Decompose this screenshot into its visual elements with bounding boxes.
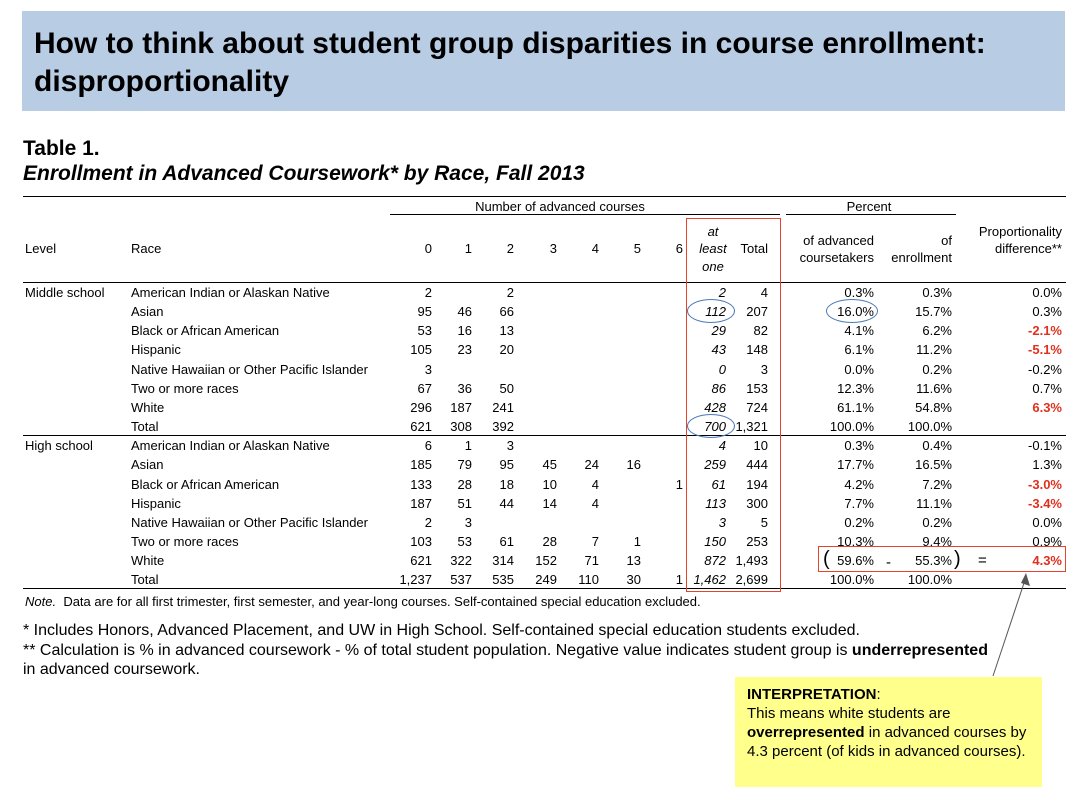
cell-atleast: 428 [704, 399, 726, 415]
cell-enr: 6.2% [922, 323, 952, 339]
cell-c5: 13 [626, 553, 641, 569]
cell-total: 10 [753, 438, 768, 454]
cell-prop: -5.1% [1028, 342, 1062, 358]
cell-atleast: 113 [705, 495, 726, 511]
cell-c2: 241 [492, 399, 514, 415]
cell-atleast: 112 [705, 304, 726, 320]
cell-c5: 1 [633, 533, 641, 549]
table-note [25, 594, 701, 609]
cell-c3: 152 [535, 553, 557, 569]
cell-c0: 103 [410, 533, 432, 549]
cell-adv: 10.3% [837, 533, 874, 549]
cell-enr: 0.3% [922, 285, 952, 300]
cell-c4: 4 [591, 476, 599, 492]
footnote-honors: * Includes Honors, Advanced Placement, and UW in High School. Self-contained special education students excluded. [23, 622, 860, 639]
cell-prop: 0.0% [1032, 285, 1062, 300]
cell-c4: 110 [578, 572, 599, 588]
header-col-4: 4 [591, 241, 599, 256]
cell-adv: 7.7% [844, 495, 874, 511]
note-text: Data are for all first trimester, first semester, and year-long courses. Self-contained special education excluded. [63, 594, 701, 609]
cell-c0: 67 [417, 380, 432, 396]
cell-total: 207 [746, 304, 768, 320]
cell-atleast: 150 [704, 533, 726, 549]
cell-atleast: 4 [718, 438, 726, 454]
header-col-1: 1 [464, 241, 472, 256]
cell-total: 2,699 [735, 572, 768, 588]
cell-c0: 185 [410, 457, 432, 473]
cell-level: High school [25, 438, 93, 454]
cell-c2: 44 [499, 495, 514, 511]
cell-c1: 1 [464, 438, 472, 454]
cell-c2: 61 [499, 533, 514, 549]
cell-c0: 296 [410, 399, 432, 415]
cell-c0: 621 [410, 553, 432, 569]
cell-race: Total [131, 572, 159, 588]
cell-enr: 9.4% [922, 533, 952, 549]
cell-race: Hispanic [131, 342, 181, 358]
interpretation-overrepresented: overrepresented [747, 724, 865, 741]
cell-c2: 66 [499, 304, 514, 320]
cell-total: 148 [746, 342, 768, 358]
cell-c3: 10 [542, 476, 557, 492]
footnote-calculation [23, 641, 1063, 679]
cell-atleast: 0 [718, 361, 726, 377]
cell-c1: 51 [457, 495, 472, 511]
equals-sign: = [978, 552, 987, 569]
cell-prop: 6.3% [1032, 399, 1062, 415]
header-proportionality-line2: difference** [995, 241, 1062, 256]
cell-prop: 0.9% [1032, 533, 1062, 549]
cell-adv: 6.1% [844, 342, 874, 358]
cell-c0: 2 [424, 514, 432, 530]
header-level: Level [25, 241, 57, 256]
header-advanced-line2: coursetakers [799, 250, 874, 265]
cell-c5: 30 [626, 572, 641, 588]
cell-c3: 45 [542, 457, 557, 473]
cell-c1: 16 [457, 323, 472, 339]
cell-prop: 4.3% [1032, 553, 1062, 569]
cell-race: Asian [131, 457, 164, 473]
cell-enr: 100.0% [907, 572, 952, 588]
header-col-0: 0 [424, 241, 432, 256]
cell-c4: 4 [591, 495, 599, 511]
cell-adv: 0.3% [844, 438, 874, 454]
cell-c3: 14 [542, 495, 557, 511]
minus-sign: - [886, 554, 891, 571]
cell-c0: 3 [424, 361, 432, 377]
footnote-calculation-line2: in advanced coursework. [23, 661, 200, 678]
cell-prop: -0.1% [1028, 438, 1062, 454]
cell-c2: 20 [499, 342, 514, 358]
cell-prop: 0.3% [1032, 304, 1062, 320]
cell-adv: 4.1% [844, 323, 874, 339]
cell-enr: 7.2% [922, 476, 952, 492]
cell-c1: 537 [450, 572, 472, 588]
footnote-underrepresented: underrepresented [851, 642, 988, 659]
header-enrollment-line2: enrollment [891, 250, 952, 265]
cell-enr: 0.2% [922, 514, 952, 530]
cell-atleast: 29 [711, 323, 726, 339]
cell-c1: 46 [457, 304, 472, 320]
cell-total: 300 [746, 495, 768, 511]
cell-prop: 1.3% [1032, 457, 1062, 473]
header-col-2: 2 [506, 241, 514, 256]
cell-c2: 392 [492, 419, 514, 435]
cell-c4: 71 [584, 553, 599, 569]
cell-adv: 100.0% [829, 419, 874, 435]
cell-c4: 24 [584, 457, 599, 473]
interpretation-colon: : [876, 686, 881, 703]
cell-enr: 16.5% [915, 457, 952, 473]
cell-c2: 50 [499, 380, 514, 396]
cell-c0: 95 [417, 304, 432, 320]
cell-race: Asian [131, 304, 164, 320]
cell-c2: 13 [499, 323, 514, 339]
cell-atleast: 872 [704, 553, 726, 569]
cell-c2: 18 [499, 476, 514, 492]
cell-c1: 28 [457, 476, 472, 492]
header-at-least-one-line3: one [702, 259, 724, 274]
cell-c5: 16 [626, 457, 641, 473]
cell-enr: 0.2% [922, 361, 952, 377]
header-at-least-one-line2: least [699, 241, 727, 256]
footnote-calculation-text: ** Calculation is % in advanced coursework - % of total student population. Negative value indicates student group is [23, 642, 852, 659]
cell-race: Black or African American [131, 323, 280, 339]
open-paren: ( [823, 548, 830, 570]
cell-c4: 7 [591, 533, 599, 549]
header-percent: Percent [846, 199, 892, 214]
cell-c0: 1,237 [399, 572, 432, 588]
header-col-6: 6 [675, 241, 683, 256]
cell-enr: 55.3% [915, 553, 952, 569]
cell-enr: 15.7% [915, 304, 952, 320]
header-total: Total [740, 241, 768, 256]
header-col-5: 5 [633, 241, 641, 256]
cell-prop: -2.1% [1028, 323, 1062, 339]
cell-c6: 1 [675, 572, 683, 588]
cell-atleast: 86 [711, 380, 726, 396]
cell-total: 4 [760, 285, 768, 300]
cell-c0: 2 [424, 285, 432, 300]
interpretation-label: INTERPRETATION [747, 686, 877, 703]
cell-total: 153 [746, 380, 768, 396]
cell-c1: 36 [457, 380, 472, 396]
cell-race: Black or African American [131, 476, 280, 492]
header-col-3: 3 [549, 241, 557, 256]
cell-total: 253 [746, 533, 768, 549]
table-heading: Table 1. [23, 137, 100, 160]
cell-total: 3 [760, 361, 768, 377]
interpretation-line1: This means white students are [747, 705, 951, 722]
cell-adv: 17.7% [837, 457, 874, 473]
cell-c2: 95 [499, 457, 514, 473]
cell-c2: 314 [492, 553, 514, 569]
cell-race: Two or more races [131, 380, 239, 396]
cell-total: 1,321 [735, 419, 768, 435]
interpretation-rest: in advanced courses by 4.3 percent (of kids in advanced courses). [747, 724, 1027, 760]
cell-enr: 100.0% [907, 419, 952, 435]
header-proportionality-line1: Proportionality [978, 224, 1062, 239]
header-enrollment-line1: of [941, 233, 952, 248]
cell-adv: 59.6% [837, 553, 874, 569]
cell-adv: 100.0% [829, 572, 874, 588]
cell-adv: 61.1% [837, 399, 874, 415]
cell-race: Hispanic [131, 495, 181, 511]
header-number-of-courses: Number of advanced courses [475, 199, 645, 214]
header-race: Race [131, 241, 162, 256]
cell-adv: 0.2% [844, 514, 874, 530]
cell-c1: 79 [457, 457, 472, 473]
cell-prop: 0.7% [1032, 380, 1062, 396]
cell-total: 1,493 [735, 553, 768, 569]
cell-atleast: 259 [704, 457, 726, 473]
cell-atleast: 700 [704, 419, 726, 435]
cell-atleast: 61 [711, 476, 726, 492]
cell-c0: 105 [410, 342, 432, 358]
cell-c0: 6 [424, 438, 432, 454]
cell-total: 82 [753, 323, 768, 339]
cell-c3: 249 [535, 572, 557, 588]
cell-race: Native Hawaiian or Other Pacific Islander [131, 361, 368, 377]
cell-c1: 23 [457, 342, 472, 358]
cell-c3: 28 [542, 533, 557, 549]
cell-enr: 0.4% [922, 438, 952, 454]
page-title: How to think about student group disparities in course enrollment: disproportionality [34, 27, 986, 98]
cell-race: Total [131, 419, 159, 435]
cell-c1: 322 [450, 553, 472, 569]
cell-race: Two or more races [131, 533, 239, 549]
header-at-least-one-line1: at [707, 224, 719, 239]
cell-atleast: 2 [718, 285, 726, 300]
cell-c1: 187 [450, 399, 472, 415]
cell-c0: 187 [410, 495, 432, 511]
cell-c0: 53 [417, 323, 432, 339]
cell-c6: 1 [675, 476, 683, 492]
cell-c2: 2 [506, 285, 514, 300]
cell-total: 5 [760, 514, 768, 530]
cell-prop: -3.0% [1028, 476, 1062, 492]
header-advanced-line1: of advanced [803, 233, 874, 248]
cell-race: American Indian or Alaskan Native [131, 438, 330, 454]
cell-atleast: 3 [718, 514, 726, 530]
note-label: Note. [25, 594, 57, 609]
cell-level: Middle school [25, 285, 105, 300]
interpretation-callout [735, 677, 1042, 787]
cell-enr: 11.6% [916, 380, 952, 396]
cell-adv: 16.0% [837, 304, 874, 320]
cell-c1: 3 [464, 514, 472, 530]
cell-race: White [131, 553, 165, 569]
cell-c0: 133 [410, 476, 432, 492]
cell-enr: 54.8% [915, 399, 952, 415]
cell-enr: 11.1% [916, 495, 952, 511]
cell-total: 724 [746, 399, 768, 415]
close-paren: ) [954, 548, 961, 570]
cell-prop: -0.2% [1028, 361, 1062, 377]
cell-atleast: 1,462 [693, 572, 726, 588]
cell-race: Native Hawaiian or Other Pacific Islander [131, 514, 368, 530]
cell-c2: 535 [492, 572, 514, 588]
cell-adv: 4.2% [844, 476, 874, 492]
cell-total: 194 [746, 476, 768, 492]
cell-prop: 0.0% [1032, 514, 1062, 530]
cell-adv: 12.3% [837, 380, 874, 396]
table-subtitle: Enrollment in Advanced Coursework* by Race, Fall 2013 [23, 162, 585, 185]
cell-adv: 0.0% [844, 361, 874, 377]
cell-enr: 11.2% [916, 342, 952, 358]
cell-race: American Indian or Alaskan Native [131, 285, 330, 300]
cell-c1: 308 [450, 419, 472, 435]
cell-adv: 0.3% [844, 285, 874, 300]
cell-atleast: 43 [711, 342, 726, 358]
cell-c2: 3 [506, 438, 514, 454]
cell-c1: 53 [457, 533, 472, 549]
cell-prop: -3.4% [1028, 495, 1062, 511]
cell-c0: 621 [410, 419, 432, 435]
cell-total: 444 [746, 457, 768, 473]
cell-race: White [131, 399, 165, 415]
